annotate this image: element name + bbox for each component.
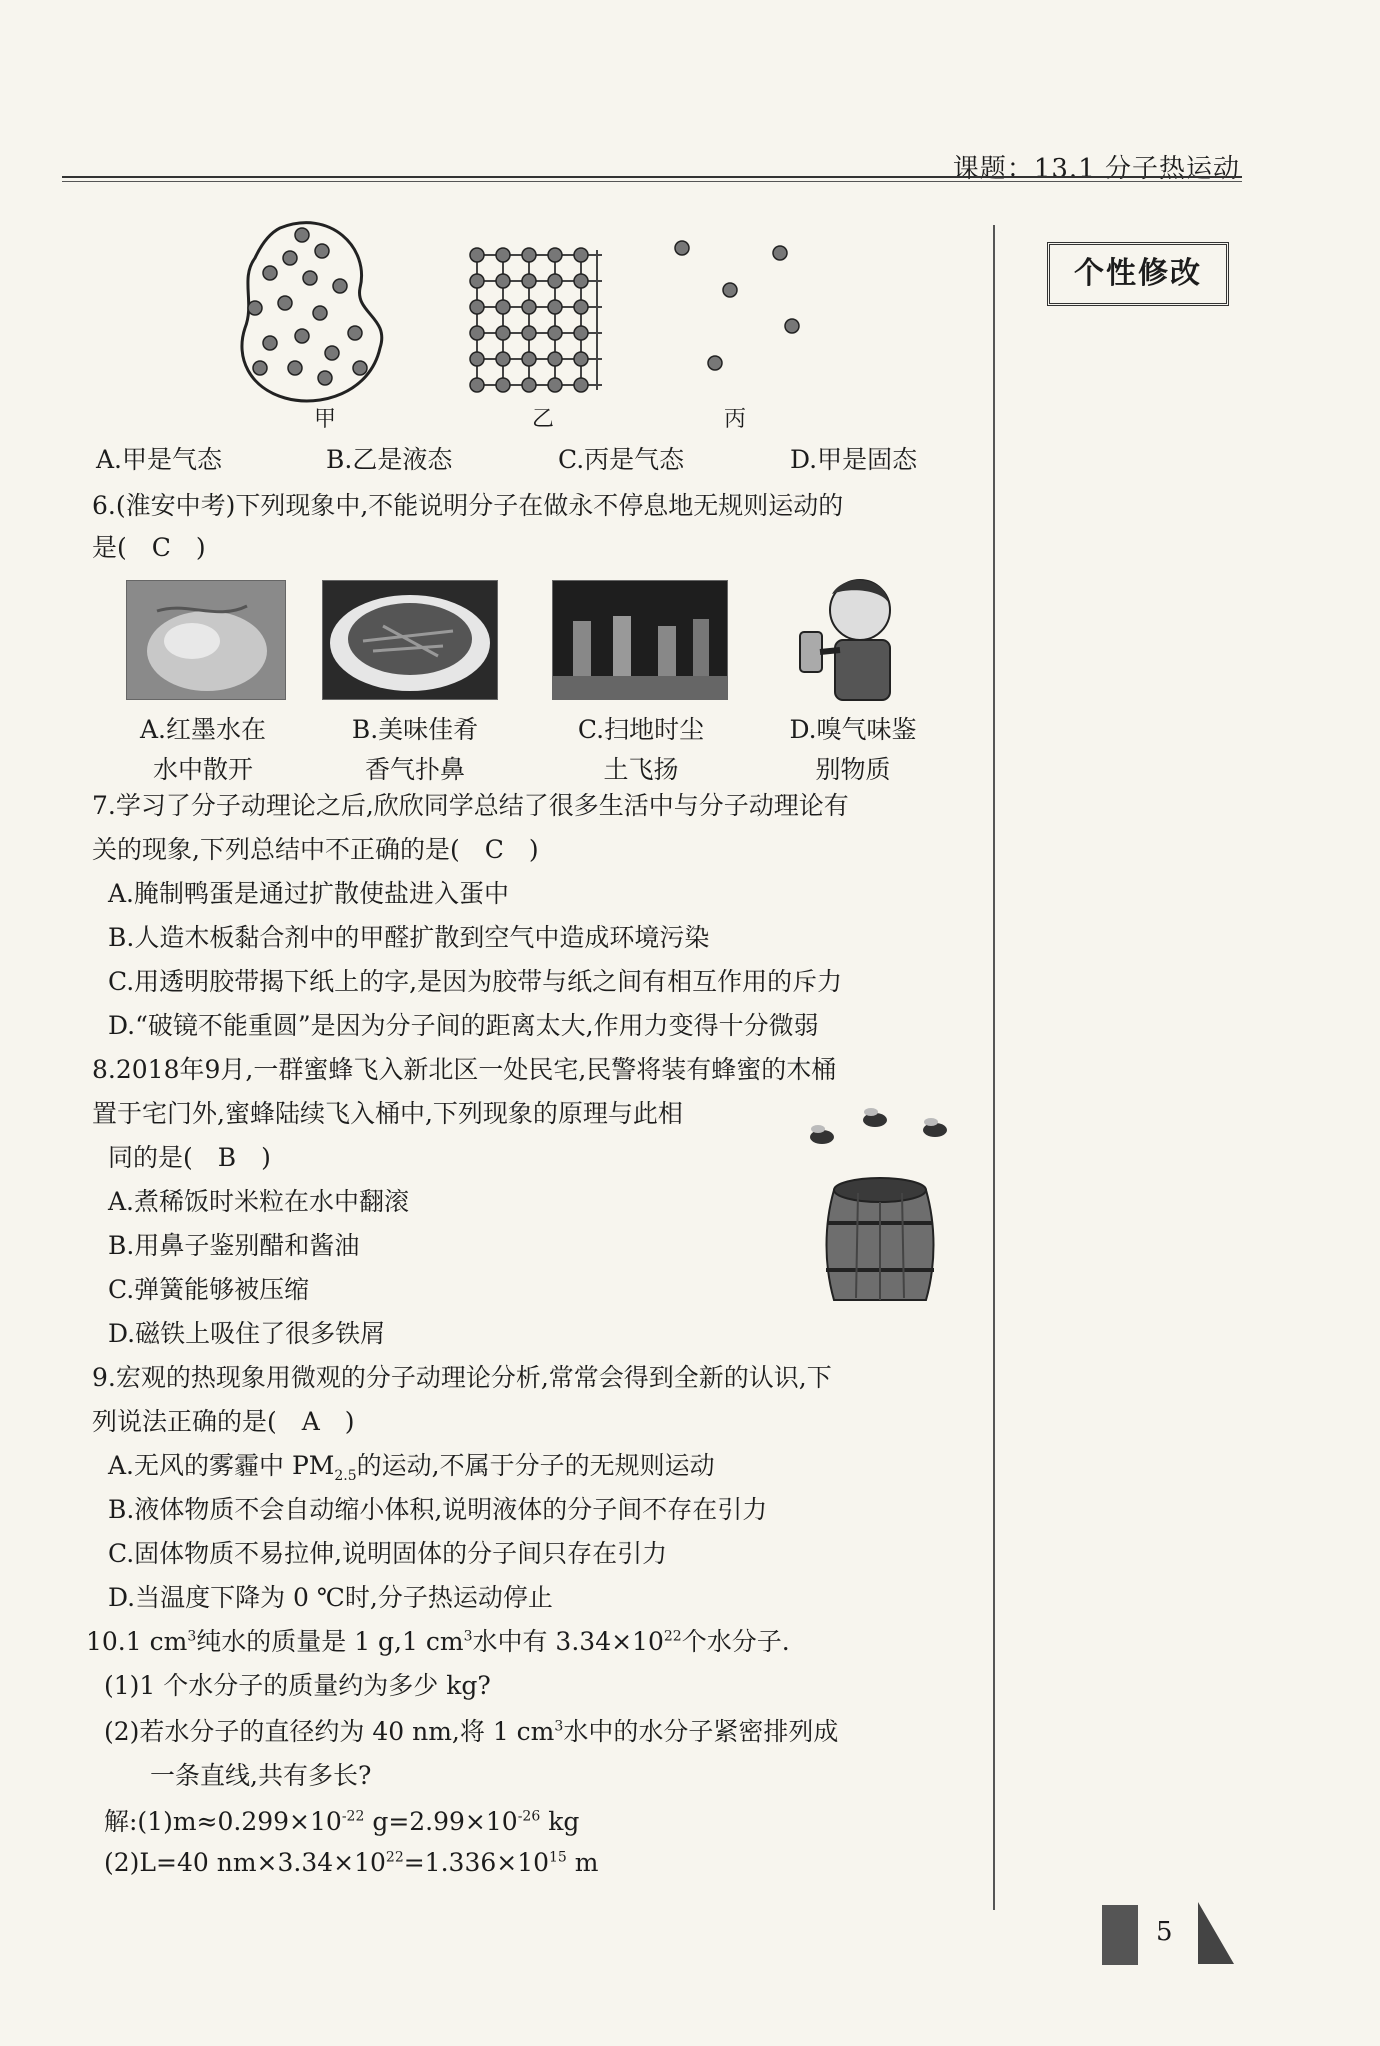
q6-caption-c xyxy=(556,710,726,790)
q7-option-d: D.“破镜不能重圆”是因为分子间的距离太大,作用力变得十分微弱 xyxy=(108,1011,819,1040)
honey-barrel-illustration xyxy=(800,1105,960,1310)
q6-caption-d-line2: 别物质 xyxy=(815,755,891,784)
q6-caption-a-line2: 水中散开 xyxy=(152,755,253,784)
q9-option-b: B.液体物质不会自动缩小体积,说明液体的分子间不存在引力 xyxy=(108,1495,768,1524)
q6-caption-d-line1: D.嗅气味鉴 xyxy=(789,715,917,744)
q6-caption-b-line1: B.美味佳肴 xyxy=(351,715,479,744)
q5-option-c: C.丙是气态 xyxy=(558,445,685,474)
q7-stem-line2: 关的现象,下列总结中不正确的是( C ) xyxy=(92,835,539,864)
q10-answer-2-a: (2)L=40 nm×3.34×10 xyxy=(104,1848,386,1877)
q10-stem-b: 纯水的质量是 1 g,1 cm xyxy=(196,1627,464,1656)
q7-option-b: B.人造木板黏合剂中的甲醛扩散到空气中造成环境污染 xyxy=(108,923,710,952)
q10-sub2-line2: 一条直线,共有多长? xyxy=(150,1761,372,1790)
header-rule-thin xyxy=(62,181,1242,182)
q10-stem-d: 个水分子. xyxy=(681,1627,790,1656)
jia-particles xyxy=(248,228,367,385)
q10-answer-1-b: g=2.99×10 xyxy=(364,1807,518,1836)
q9-stem-line1: 9.宏观的热现象用微观的分子动理论分析,常常会得到全新的认识,下 xyxy=(92,1363,832,1392)
yi-lattice-lines xyxy=(472,250,602,390)
q5-option-d: D.甲是固态 xyxy=(790,445,918,474)
q9-option-a xyxy=(108,1446,715,1484)
q7-option-c: C.用透明胶带揭下纸上的字,是因为胶带与纸之间有相互作用的斥力 xyxy=(108,967,843,996)
q6-stem-line1: 6.(淮安中考)下列现象中,不能说明分子在做永不停息地无规则运动的 xyxy=(92,491,844,520)
q9-option-a-text-2: 的运动,不属于分子的无规则运动 xyxy=(356,1451,715,1480)
q9-option-c: C.固体物质不易拉伸,说明固体的分子间只存在引力 xyxy=(108,1539,668,1568)
q10-answer-2-c: m xyxy=(566,1848,599,1877)
page-corner-triangle xyxy=(1198,1902,1234,1964)
q7-option-a: A.腌制鸭蛋是通过扩散使盐进入蛋中 xyxy=(108,879,510,908)
photo-food xyxy=(322,580,498,700)
q10-answer-2-sup2: 15 xyxy=(549,1849,567,1866)
q10-stem-c: 水中有 3.34×10 xyxy=(472,1627,664,1656)
header-title: 课题：13.1 分子热运动 xyxy=(952,154,1240,184)
q9-option-d: D.当温度下降为 0 ℃时,分子热运动停止 xyxy=(108,1583,553,1612)
q10-sub1: (1)1 个水分子的质量约为多少 kg? xyxy=(104,1671,491,1700)
q10-stem-sup2: 3 xyxy=(463,1628,473,1645)
bee-icons xyxy=(810,1113,947,1144)
label-bing: 丙 xyxy=(724,407,747,432)
q6-caption-d xyxy=(768,710,938,790)
q8-option-d: D.磁铁上吸住了很多铁屑 xyxy=(108,1319,386,1348)
q10-stem xyxy=(86,1622,790,1658)
q6-caption-c-line1: C.扫地时尘 xyxy=(577,715,705,744)
q6-caption-a-line1: A.红墨水在 xyxy=(139,715,266,744)
q9-stem-line2: 列说法正确的是( A ) xyxy=(92,1407,355,1436)
q10-answer-1-sup2: -26 xyxy=(517,1808,541,1825)
q10-answer-1 xyxy=(104,1802,579,1838)
q10-sub2-b: 水中的水分子紧密排列成 xyxy=(563,1717,839,1746)
sidebar-box-label: 个性修改 xyxy=(1047,242,1229,306)
label-jia: 甲 xyxy=(314,407,337,432)
q10-sub2-a: (2)若水分子的直径约为 40 nm,将 1 cm xyxy=(104,1717,555,1746)
q7-stem-line1: 7.学习了分子动理论之后,欣欣同学总结了很多生活中与分子动理论有 xyxy=(92,791,849,820)
q6-caption-b xyxy=(330,710,500,790)
q6-stem-line2: 是( C ) xyxy=(92,533,206,562)
q6-caption-b-line2: 香气扑鼻 xyxy=(364,755,465,784)
q9-option-a-text: A.无风的雾霾中 PM xyxy=(108,1451,335,1480)
photo-red-ink xyxy=(126,580,286,700)
q10-sub2 xyxy=(104,1712,838,1748)
q10-answer-1-a: 解:(1)m≈0.299×10 xyxy=(104,1807,342,1836)
q8-stem-line1: 8.2018年9月,一群蜜蜂飞入新北区一处民宅,民警将装有蜂蜜的木桶 xyxy=(92,1055,837,1084)
page-number: 5 xyxy=(1156,1917,1173,1947)
q5-option-a: A.甲是气态 xyxy=(96,445,223,474)
photo-sweeping xyxy=(552,580,728,700)
q10-answer-1-sup1: -22 xyxy=(341,1808,365,1825)
q8-stem-line3: 同的是( B ) xyxy=(108,1143,271,1172)
header-rule xyxy=(62,176,1242,178)
q10-answer-2-b: =1.336×10 xyxy=(403,1848,550,1877)
q5-option-b: B.乙是液态 xyxy=(326,445,453,474)
q8-option-a: A.煮稀饭时米粒在水中翻滚 xyxy=(108,1187,410,1216)
q10-answer-1-c: kg xyxy=(540,1807,580,1836)
q10-stem-a: 10.1 cm xyxy=(86,1627,188,1656)
q10-sub2-sup: 3 xyxy=(554,1718,564,1735)
particle-models-figure xyxy=(240,218,840,428)
column-divider xyxy=(993,225,995,1910)
q6-caption-c-line2: 土飞扬 xyxy=(603,755,679,784)
bing-particles xyxy=(675,241,799,370)
q8-stem-line2: 置于宅门外,蜜蜂陆续飞入桶中,下列现象的原理与此相 xyxy=(92,1099,683,1128)
illustration-boy-smelling xyxy=(790,572,902,702)
q10-stem-sup3: 22 xyxy=(663,1628,682,1645)
q9-option-a-subscript: 2.5 xyxy=(334,1468,357,1484)
label-yi: 乙 xyxy=(532,407,555,432)
q8-option-c: C.弹簧能够被压缩 xyxy=(108,1275,310,1304)
page-number-block xyxy=(1102,1905,1138,1965)
q6-caption-a xyxy=(118,710,288,790)
q8-option-b: B.用鼻子鉴别醋和酱油 xyxy=(108,1231,360,1260)
q10-answer-2 xyxy=(104,1848,599,1877)
q10-answer-2-sup1: 22 xyxy=(385,1849,404,1866)
q10-stem-sup1: 3 xyxy=(187,1628,197,1645)
